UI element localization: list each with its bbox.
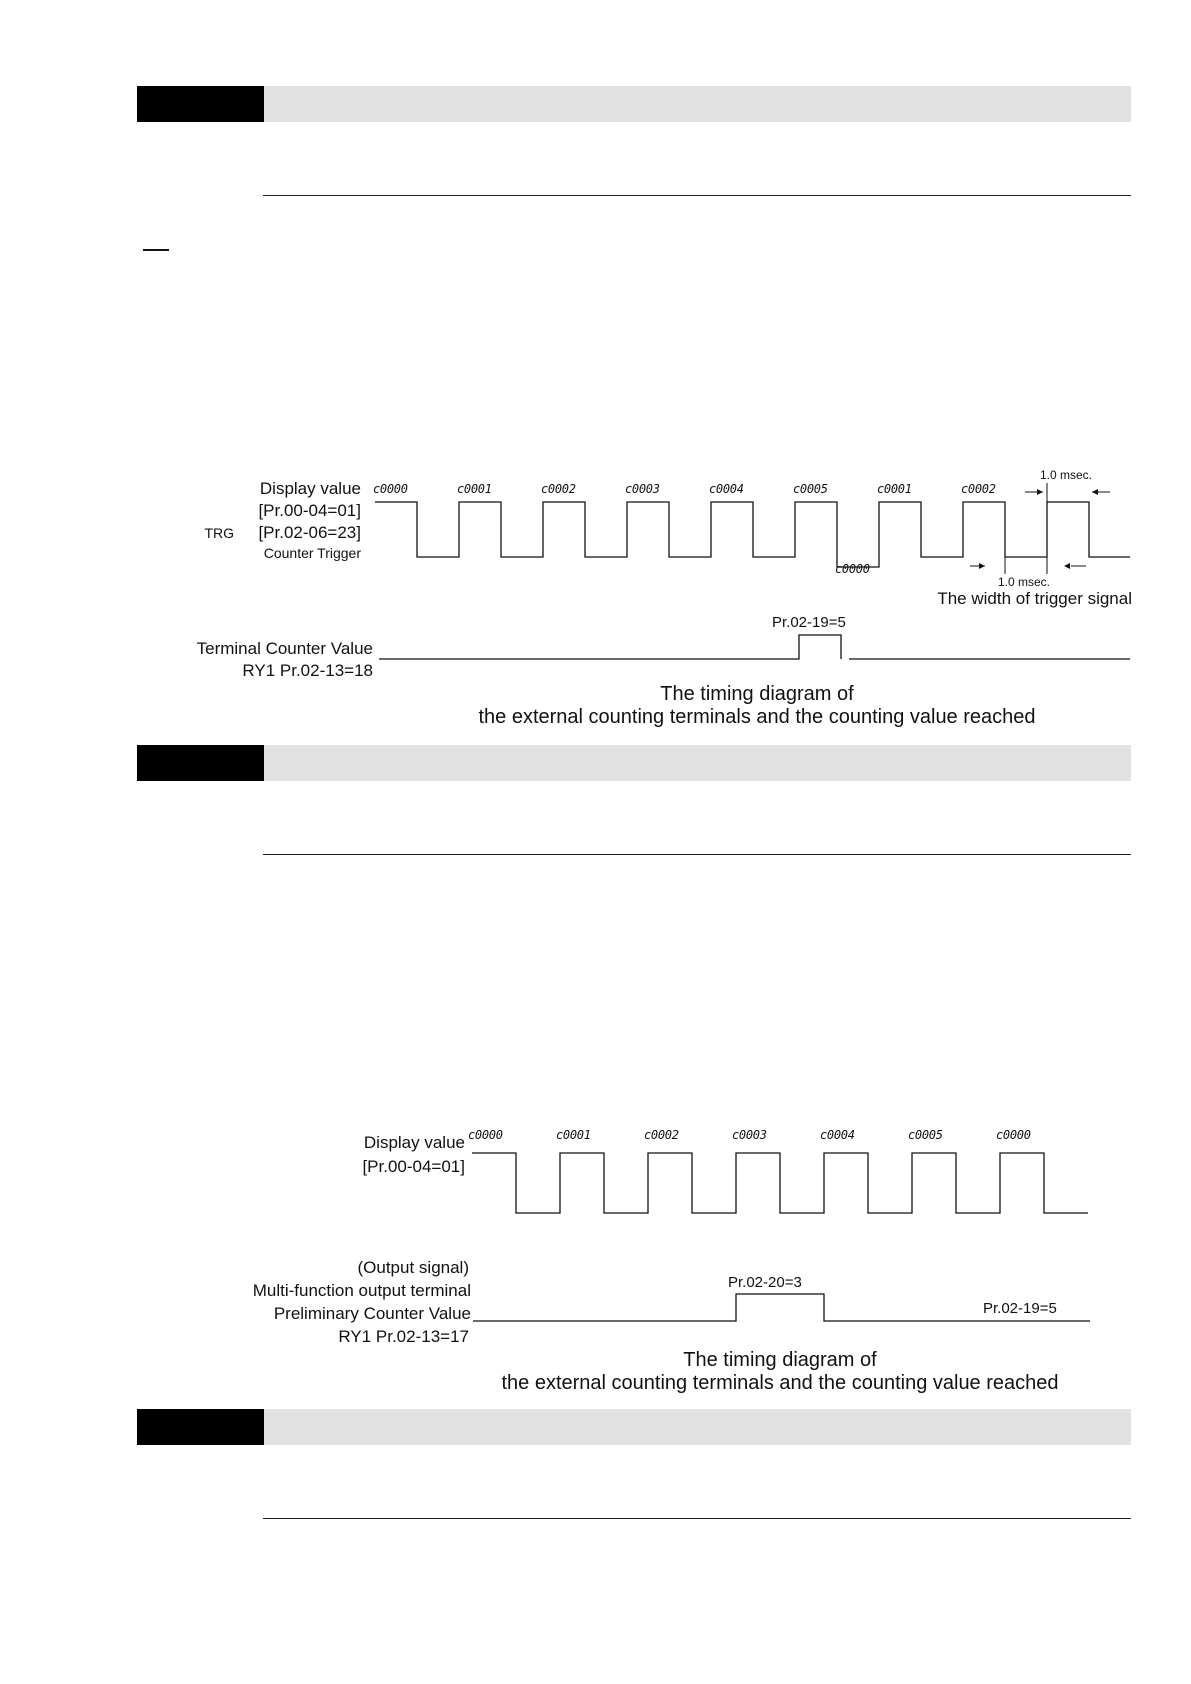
display-value-reading: c0005 (793, 482, 828, 496)
counter-trigger-label: Counter Trigger (263, 545, 361, 561)
display-value-reading: c0002 (541, 482, 576, 496)
ry1-label: RY1 Pr.02-13=18 (242, 661, 373, 680)
display-value-reading: c0001 (556, 1128, 591, 1142)
pr-00-04-label: [Pr.00-04=01] (362, 1157, 465, 1176)
display-value-label: Display value (363, 1133, 465, 1152)
display-value-reading: c0003 (625, 482, 660, 496)
caption-line-1: The timing diagram of (683, 1349, 877, 1371)
display-value-reading: c0004 (820, 1128, 855, 1142)
mfo-terminal-label: Multi-function output terminal (252, 1281, 471, 1300)
display-value-reading: c0001 (877, 482, 912, 496)
counter-value-setting-label: Pr.02-19=5 (772, 614, 846, 631)
terminal-counter-value-label: Terminal Counter Value (196, 639, 373, 658)
trg-label: TRG (204, 525, 234, 541)
ry1-label: RY1 Pr.02-13=17 (338, 1327, 469, 1346)
pulse-width-top-label: 1.0 msec. (1040, 468, 1093, 482)
pr-00-04-label: [Pr.00-04=01] (258, 501, 361, 520)
trigger-width-label: The width of trigger signal (937, 589, 1132, 608)
display-value-reset: c0000 (835, 562, 870, 576)
display-value-reading: c0002 (961, 482, 996, 496)
display-value-reading: c0000 (373, 482, 408, 496)
preliminary-counter-label: Preliminary Counter Value (273, 1304, 471, 1323)
output-signal-label: (Output signal) (357, 1258, 469, 1277)
final-setting-label: Pr.02-19=5 (983, 1300, 1057, 1317)
display-value-reading: c0001 (457, 482, 492, 496)
display-value-reading: c0005 (908, 1128, 943, 1142)
display-value-reading: c0004 (709, 482, 744, 496)
preliminary-setting-label: Pr.02-20=3 (728, 1274, 802, 1291)
caption-line-1: The timing diagram of (660, 683, 854, 705)
display-value-reading: c0002 (644, 1128, 679, 1142)
caption-line-2: the external counting terminals and the counting value reached (478, 706, 1036, 728)
caption-line-2: the external counting terminals and the counting value reached (501, 1372, 1059, 1394)
pr-02-06-label: [Pr.02-06=23] (258, 523, 361, 542)
display-value-label: Display value (259, 479, 361, 498)
display-value-reading: c0000 (468, 1128, 503, 1142)
display-value-reading: c0003 (732, 1128, 767, 1142)
pulse-width-bottom-label: 1.0 msec. (998, 575, 1051, 589)
display-value-reading: c0000 (996, 1128, 1031, 1142)
display-value-waveform (472, 1153, 1088, 1213)
